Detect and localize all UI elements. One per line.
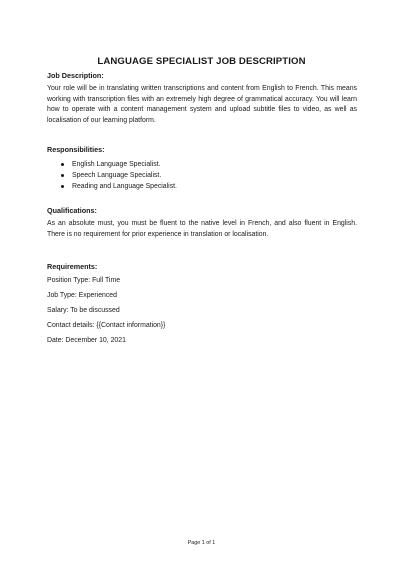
bullet-icon [61, 163, 64, 166]
responsibilities-list [61, 159, 177, 193]
qualifications-heading: Qualifications: [47, 206, 97, 215]
list-item-text: Speech Language Specialist. [72, 172, 162, 180]
list-item [61, 181, 177, 192]
list-item [61, 159, 177, 170]
contact-details: Contact details: {{Contact information}} [47, 322, 166, 329]
job-type: Job Type: Experienced [47, 292, 117, 299]
list-item-text: Reading and Language Specialist. [72, 183, 177, 191]
date: Date: December 10, 2021 [47, 337, 126, 344]
list-item [61, 170, 177, 181]
requirements-heading: Requirements: [47, 262, 98, 271]
page-footer: Page 1 of 1 [187, 540, 216, 546]
qualifications-body: As an absolute must, you must be fluent to the native level in French, and also fluent in English. There is no requirement for prior experience in translation or localisation. [47, 220, 357, 238]
bullet-icon [61, 185, 64, 188]
job-description-heading: Job Description: [47, 71, 104, 80]
list-item-text: English Language Specialist. [72, 161, 161, 168]
document-title: LANGUAGE SPECIALIST JOB DESCRIPTION [97, 56, 306, 67]
job-description-body: Your role will be in translating written transcriptions and content from English to French. This means working with transcription files with an extremely high degree of grammatical accuracy. You will learn how to operate with a content management system and upload subtitle files to video, as well as localisation of our learning platform. [47, 85, 357, 124]
responsibilities-heading: Responsibilities: [47, 145, 105, 154]
salary: Salary: To be discussed [47, 307, 120, 314]
position-type: Position Type: Full Time [47, 277, 121, 284]
bullet-icon [61, 174, 64, 177]
